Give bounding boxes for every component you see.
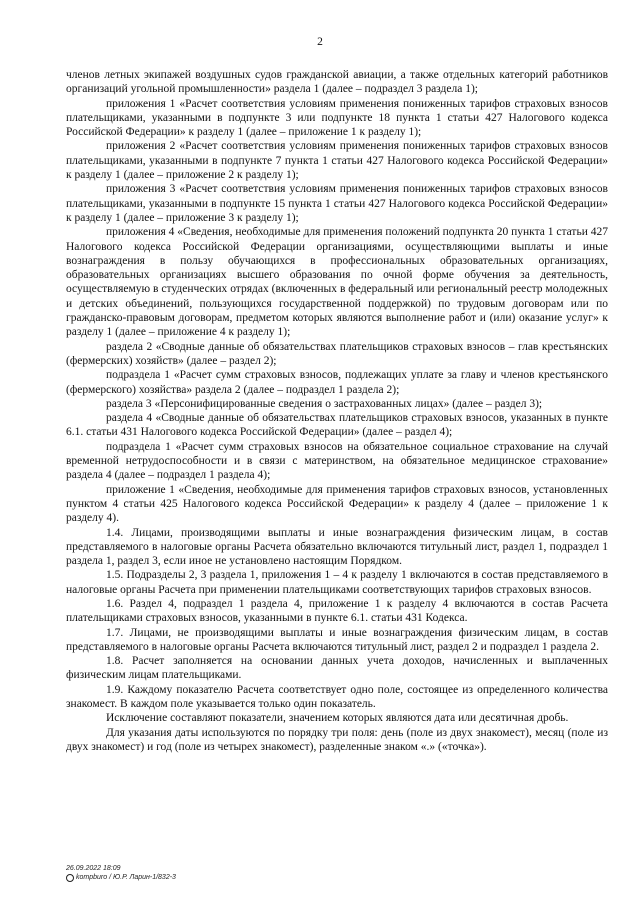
paragraph: 1.5. Подразделы 2, 3 раздела 1, приложения 1 – 4 к разделу 1 включаются в состав представляемого в налоговые органы Расчета при применении плательщиками соответствующих тарифов страховых взносов. xyxy=(66,569,608,596)
paragraph: членов летных экипажей воздушных судов гражданской авиации, а также отдельных категорий работников организаций угольной промышленности» раздела 1 (далее – подраздел 3 раздела 1); xyxy=(66,69,608,96)
paragraph: 1.6. Раздел 4, подраздел 1 раздела 4, приложение 1 к разделу 4 включаются в состав Расчета плательщиками страховых взносов, указанными в пункте 6.1. статьи 431 Кодекса. xyxy=(66,597,608,625)
paragraph: подраздела 1 «Расчет сумм страховых взносов, подлежащих уплате за главу и членов крестьянского (фермерского) хозяйства» раздела 2 (далее – подраздел 1 раздела 2); xyxy=(66,369,608,396)
footer-author: kompburo / Ю.Р. Ларин-1/832-3 xyxy=(76,874,176,881)
paragraph: приложения 4 «Сведения, необходимые для применения положений подпункта 20 пункта 1 статьи 427 Налогового кодекса Российской Федерации организациями, осуществляющими выплаты и иные вознаграждения в пользу обучающихся в профессиональных образовательных организациях, образовательных организациях высшего образования по очной форме обучения за деятельность, осуществляемую в студенческих отрядах (включенных в федеральный или региональный реестр молодежных и детских объединений, пользующихся государственной поддержкой) по трудовым договорам или по гражданско-правовым договорам, предметом которых являются выполнение работ и (или) оказание услуг» к разделу 1 (далее – приложение 4 к разделу 1); xyxy=(66,226,608,339)
paragraph: раздела 3 «Персонифицированные сведения о застрахованных лицах» (далее – раздел 3); xyxy=(106,397,543,410)
paragraph: приложения 3 «Расчет соответствия условиям применения пониженных тарифов страховых взносов плательщиками, указанными в подпункте 15 пункта 1 статьи 427 Налогового кодекса Российской Федерации» к разделу 1 (далее – приложение 3 к разделу 1); xyxy=(66,183,608,224)
paragraph: подраздела 1 «Расчет сумм страховых взносов на обязательное социальное страхование на случай временной нетрудоспособности и в связи с материнством, на обязательное медицинское страхование» раздела 4 (далее – подраздел 1 раздела 4); xyxy=(66,440,608,482)
footer xyxy=(66,864,176,882)
paragraph: приложение 1 «Сведения, необходимые для применения тарифов страховых взносов, установленных пунктом 4 статьи 425 Налогового кодекса Российской Федерации» к разделу 4 (далее – приложение 1 к разделу 4). xyxy=(66,483,608,525)
paragraph: 1.7. Лицами, не производящими выплаты и иные вознаграждения физическим лицам, в состав представляемого в налоговые органы Расчета включаются титульный лист, раздел 2 и подраздел 1 раздела 2. xyxy=(66,626,608,653)
footer-author-line xyxy=(66,873,176,882)
footer-timestamp: 26.09.2022 18:09 xyxy=(66,865,121,872)
user-icon xyxy=(66,874,74,882)
paragraph: Исключение составляют показатели, значением которых являются дата или десятичная дробь. xyxy=(106,712,569,725)
paragraph: Для указания даты используются по порядку три поля: день (поле из двух знакомест), месяц (поле из двух знакомест) и год (поле из четырех знакомест), разделенные знаком «.» («точка»). xyxy=(66,726,608,753)
paragraph: приложения 1 «Расчет соответствия условиям применения пониженных тарифов страховых взносов плательщиками, указанными в подпункте 3 или подпункте 18 пункта 1 статьи 427 Налогового кодекса Российской Федерации» к разделу 1 (далее – приложение 1 к разделу 1); xyxy=(66,97,608,139)
paragraph: 1.9. Каждому показателю Расчета соответствует одно поле, состоящее из определенного количества знакомест. В каждом поле указывается только один показатель. xyxy=(66,683,608,711)
document-body xyxy=(66,68,608,754)
page-number: 2 xyxy=(317,36,323,48)
paragraph: раздела 2 «Сводные данные об обязательствах плательщиков страховых взносов – глав крестьянских (фермерских) хозяйств» (далее – раздел 2); xyxy=(66,340,608,367)
paragraph: раздела 4 «Сводные данные об обязательствах плательщиков страховых взносов, указанных в пункте 6.1. статьи 431 Налогового кодекса Российской Федерации» (далее – раздел 4); xyxy=(66,412,608,439)
paragraph: 1.8. Расчет заполняется на основании данных учета доходов, начисленных и выплаченных физическим лицам плательщиками. xyxy=(66,655,608,682)
paragraph: 1.4. Лицами, производящими выплаты и иные вознаграждения физическим лицам, в состав представляемого в налоговые органы Расчета обязательно включаются титульный лист, раздел 1, подраздел 1 раздела 1, раздел 3, если иное не установлено настоящим Порядком. xyxy=(66,526,608,568)
paragraph: приложения 2 «Расчет соответствия условиям применения пониженных тарифов страховых взносов плательщиками, указанными в подпункте 7 пункта 1 статьи 427 Налогового кодекса Российской Федерации» к разделу 1 (далее – приложение 2 к разделу 1); xyxy=(66,140,608,182)
